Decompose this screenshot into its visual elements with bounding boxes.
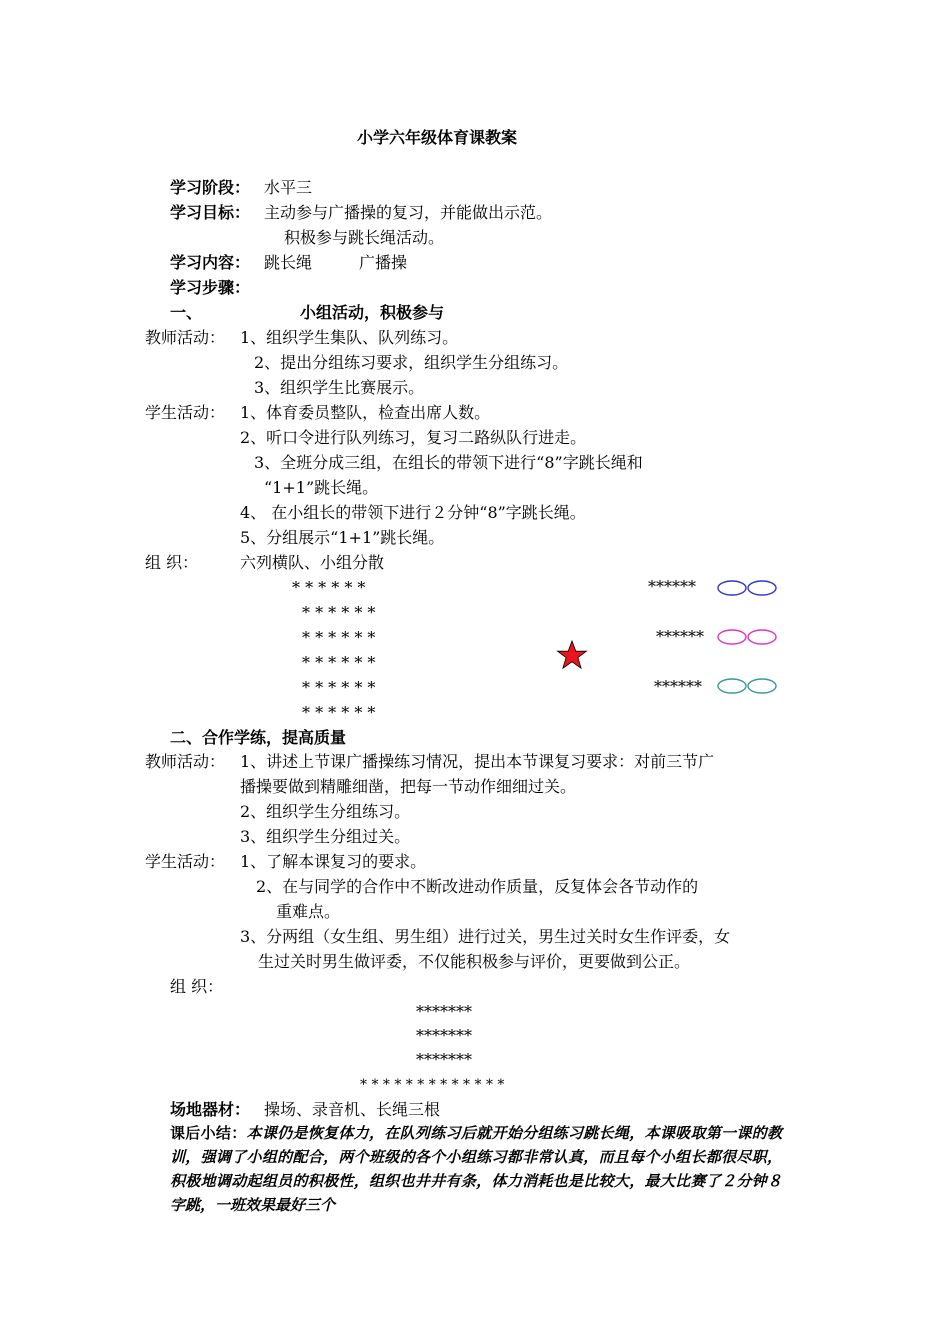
long-rope-icon: [716, 677, 780, 695]
formation-row: * * * * * *: [302, 678, 376, 697]
summary-text: 本课仍是恢复体力，在队列练习后就开始分组练习跳长绳，本课吸取第一课的教训，强调了小组的配合，两个班级的各个小组练习都非常认真，而且每个小组长都很尽职，积极地调动起组员的积极性，组织也井井有条，体力消耗也是比较大，最大比赛了２分钟８字跳，一班效果最好三个: [170, 1124, 782, 1214]
content-value-1: 跳长绳: [264, 253, 313, 272]
formation-row: * * * * * * * * * * * * *: [360, 1077, 505, 1093]
rope-group-students: ******: [648, 577, 696, 596]
part2-student-item: 2、在与同学的合作中不断改进动作质量，反复体会各节动作的: [256, 877, 699, 896]
stage-value: 水平三: [264, 178, 313, 197]
formation-row: *******: [416, 1026, 472, 1045]
part1-teacher-item: 1、组织学生集队、队列练习。: [240, 328, 459, 347]
content-label: 学习内容：: [170, 253, 251, 272]
part2-org-label: 组 织：: [170, 977, 224, 996]
part1-student-item: “1+1”跳长绳。: [264, 478, 379, 497]
part1-teacher-item: 2、提出分组练习要求，组织学生分组练习。: [254, 353, 569, 372]
long-rope-icon: [716, 628, 780, 646]
part2-student-item: 生过关时男生做评委，不仅能积极参与评价，更要做到公正。: [258, 952, 691, 971]
part1-student-item: 1、体育委员整队，检查出席人数。: [240, 403, 491, 422]
part1-student-label: 学生活动：: [145, 403, 226, 422]
lesson-summary: [170, 1121, 782, 1217]
part1-teacher-label: 教师活动：: [145, 328, 226, 347]
formation-row: *******: [416, 1050, 472, 1069]
page-title: 小学六年级体育课教案: [357, 128, 518, 147]
formation-row: * * * * * *: [292, 578, 366, 597]
part1-number: 一、: [170, 303, 203, 322]
part2-student-item: 3、分两组（女生组、男生组）进行过关，男生过关时女生作评委，女: [240, 927, 731, 946]
part2-student-item: 重难点。: [276, 902, 341, 921]
goal-line-1: 主动参与广播操的复习，并能做出示范。: [264, 203, 553, 222]
steps-label: 学习步骤：: [170, 278, 251, 297]
part1-teacher-item: 3、组织学生比赛展示。: [254, 378, 425, 397]
formation-row: *******: [416, 1002, 472, 1021]
goal-line-2: 积极参与跳长绳活动。: [284, 228, 445, 247]
formation-row: * * * * * *: [302, 703, 376, 722]
equipment-value: 操场、录音机、长绳三根: [264, 1100, 441, 1119]
content-value-2: 广播操: [359, 253, 408, 272]
goal-label: 学习目标：: [170, 203, 251, 222]
long-rope-icon: [716, 579, 780, 597]
part1-student-item: 2、听口令进行队列练习，复习二路纵队行进走。: [240, 428, 587, 447]
equipment-label: 场地器材：: [170, 1100, 251, 1119]
part2-teacher-item: 3、组织学生分组过关。: [240, 827, 411, 846]
part2-student-item: 1、了解本课复习的要求。: [240, 852, 427, 871]
stage-label: 学习阶段：: [170, 178, 251, 197]
rope-group-students: ******: [654, 677, 702, 696]
summary-label: 课后小结：: [170, 1124, 247, 1142]
part1-student-item: 5、分组展示“1+1”跳长绳。: [240, 528, 445, 547]
part2-teacher-item: 1、讲述上节课广播操练习情况，提出本节课复习要求：对前三节广: [240, 752, 715, 771]
rope-group-students: ******: [656, 627, 704, 646]
part2-teacher-item: 播操要做到精雕细凿，把每一节动作细细过关。: [240, 777, 577, 796]
part1-heading: 小组活动，积极参与: [300, 303, 445, 322]
part1-student-item: 3、全班分成三组，在组长的带领下进行“8”字跳长绳和: [254, 453, 643, 472]
teacher-star-icon: [556, 640, 588, 670]
part1-org-label: 组 织：: [145, 553, 199, 572]
formation-row: * * * * * *: [302, 603, 376, 622]
part2-teacher-label: 教师活动：: [145, 752, 226, 771]
part1-org-value: 六列横队、小组分散: [240, 553, 385, 572]
formation-row: * * * * * *: [302, 628, 376, 647]
part2-heading: 二、合作学练，提高质量: [170, 728, 347, 747]
part2-student-label: 学生活动：: [145, 852, 226, 871]
part2-teacher-item: 2、组织学生分组练习。: [240, 802, 411, 821]
part1-student-item: 4、 在小组长的带领下进行２分钟“8”字跳长绳。: [240, 503, 586, 522]
formation-row: * * * * * *: [302, 653, 376, 672]
